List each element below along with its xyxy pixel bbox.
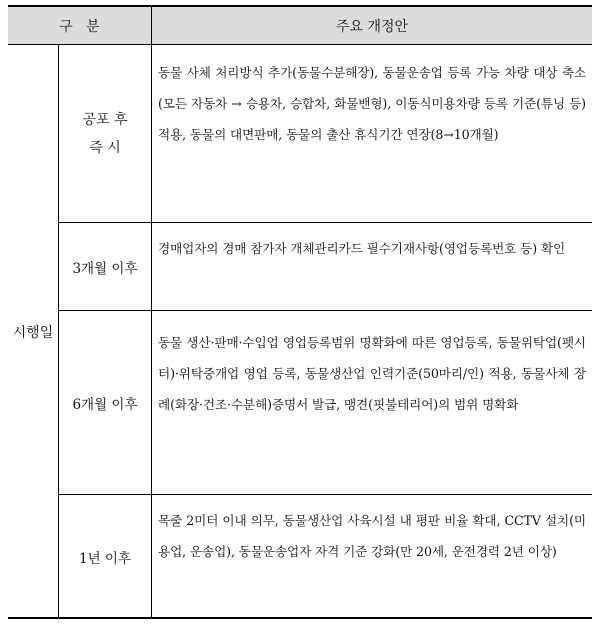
period-3-months: 3개월 이후 bbox=[72, 260, 138, 277]
revision-content-6-months: 동물 생산·판매·수입업 영업등록범위 명확화에 따른 영업등록, 동물위탁업(펫시터)·위탁중개업 영업 등록, 동물생산업 인력기준(50마리/인) 적용, 동물사체 장례(화장·건조·수분해)증명서 발급, 맹견(핏불테리어)의 범위 명확화 bbox=[158, 335, 586, 412]
revision-table bbox=[8, 5, 592, 619]
period-1-year: 1년 이후 bbox=[78, 551, 131, 567]
revision-content-1-year: 목줄 2미터 이내 의무, 동물생산업 사육시설 내 평판 비율 확대, CCTV 설치(미용업, 운송업), 동물운송업자 자격 기준 강화(만 20세, 운전경력 2년 이상) bbox=[158, 513, 586, 559]
column-divider bbox=[151, 7, 152, 619]
header-main-revision: 주요 개정안 bbox=[335, 18, 409, 35]
effective-date-label: 시행일 bbox=[12, 325, 54, 341]
period-6-months: 6개월 이후 bbox=[72, 396, 138, 413]
revision-content-3-months: 경매업자의 경매 참가자 개체관리카드 필수기재사항(영업등록번호 등) 확인 bbox=[158, 241, 566, 256]
header-category: 구 분 bbox=[59, 18, 100, 35]
period-immediate: 공포 후 즉 시 bbox=[82, 111, 128, 156]
revision-content-immediate: 동물 사체 처리방식 추가(동물수분해장), 동물운송업 등록 가능 차량 대상 축소(모든 자동차 → 승용차, 승합차, 화물밴형), 이동식미용차량 등록 기준(튜닝 등) 적용, 동물의 대면판매, 동물의 출산 휴식기간 연장(8→10개월) bbox=[158, 65, 586, 142]
